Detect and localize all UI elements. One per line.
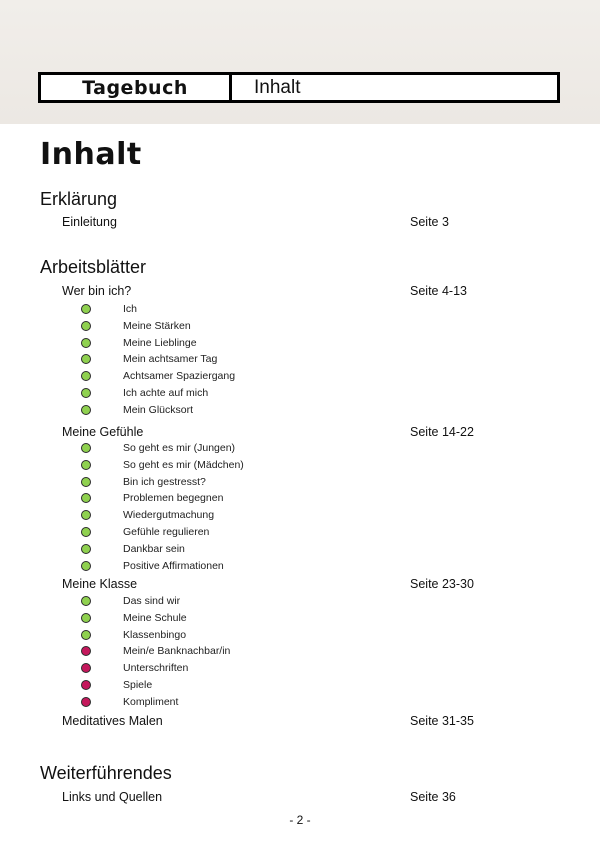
header-label-right: Inhalt bbox=[254, 76, 301, 98]
toc-subitem[interactable]: Kompliment bbox=[123, 695, 179, 708]
toc-subitem[interactable]: Achtsamer Spaziergang bbox=[123, 370, 236, 383]
status-dot-icon bbox=[81, 388, 91, 398]
toc-subitem[interactable]: Gefühle regulieren bbox=[123, 526, 210, 538]
status-dot-icon bbox=[81, 321, 91, 331]
toc-subitem[interactable]: So geht es mir (Mädchen) bbox=[123, 458, 244, 471]
toc-subitem[interactable]: Ich bbox=[123, 303, 138, 315]
toc-entry-page: Seite 36 bbox=[410, 790, 456, 804]
status-dot-icon bbox=[81, 527, 91, 537]
toc-entry-page: Seite 31-35 bbox=[410, 714, 474, 728]
status-dot-icon bbox=[81, 405, 91, 415]
status-dot-icon bbox=[81, 493, 91, 503]
toc-entry-page: Seite 3 bbox=[410, 215, 449, 229]
status-dot-icon bbox=[81, 443, 91, 453]
toc-entry-label[interactable]: Meditatives Malen bbox=[62, 714, 163, 728]
toc-subitem[interactable]: Meine Schule bbox=[123, 611, 187, 624]
toc-subitem[interactable]: Mein Glücksort bbox=[123, 403, 194, 416]
toc-subitem[interactable]: Spiele bbox=[123, 679, 153, 691]
status-dot-icon bbox=[81, 460, 91, 470]
toc-entry-page: Seite 23-30 bbox=[410, 577, 474, 591]
status-dot-icon bbox=[81, 613, 91, 623]
toc-subitem[interactable]: Positive Affirmationen bbox=[123, 559, 224, 572]
status-dot-icon bbox=[81, 371, 91, 381]
toc-subitem[interactable]: Ich achte auf mich bbox=[123, 387, 209, 399]
status-dot-icon bbox=[81, 510, 91, 520]
status-dot-icon bbox=[81, 697, 91, 707]
toc-subitem[interactable]: Das sind wir bbox=[123, 595, 181, 607]
status-dot-icon bbox=[81, 354, 91, 364]
header-label-left: Tagebuch bbox=[41, 75, 232, 100]
status-dot-icon bbox=[81, 304, 91, 314]
section-heading: Weiterführendes bbox=[40, 763, 172, 783]
toc-subitem[interactable]: Mein achtsamer Tag bbox=[123, 353, 218, 366]
toc-entry-label[interactable]: Links und Quellen bbox=[62, 790, 163, 804]
page-header bbox=[38, 72, 560, 103]
status-dot-icon bbox=[81, 338, 91, 348]
toc-entry-label[interactable]: Wer bin ich? bbox=[62, 284, 132, 298]
toc-entry-page: Seite 14-22 bbox=[410, 425, 474, 439]
toc-entry-label[interactable]: Meine Klasse bbox=[62, 577, 138, 591]
page-number: - 2 - bbox=[289, 813, 311, 827]
toc-entry-label[interactable]: Einleitung bbox=[62, 215, 117, 229]
page-title: Inhalt bbox=[40, 137, 142, 172]
toc-subitem[interactable]: Meine Lieblinge bbox=[123, 336, 197, 349]
status-dot-icon bbox=[81, 646, 91, 656]
toc-entry-label[interactable]: Meine Gefühle bbox=[62, 425, 144, 439]
status-dot-icon bbox=[81, 596, 91, 606]
toc-subitem[interactable]: Wiedergutmachung bbox=[123, 509, 215, 522]
status-dot-icon bbox=[81, 544, 91, 554]
status-dot-icon bbox=[81, 680, 91, 690]
toc-subitem[interactable]: Bin ich gestresst? bbox=[123, 475, 206, 488]
status-dot-icon bbox=[81, 561, 91, 571]
header-background bbox=[0, 0, 600, 124]
toc-subitem[interactable]: So geht es mir (Jungen) bbox=[123, 442, 236, 454]
toc-subitem[interactable]: Unterschriften bbox=[123, 662, 189, 675]
status-dot-icon bbox=[81, 477, 91, 487]
section-heading: Arbeitsblätter bbox=[40, 257, 147, 277]
toc-entry-page: Seite 4-13 bbox=[410, 284, 467, 298]
toc-subitem[interactable]: Mein/e Banknachbar/in bbox=[123, 645, 231, 658]
status-dot-icon bbox=[81, 630, 91, 640]
toc-subitem[interactable]: Problemen begegnen bbox=[123, 492, 224, 505]
toc-subitem[interactable]: Meine Stärken bbox=[123, 319, 191, 332]
toc-subitem[interactable]: Klassenbingo bbox=[123, 628, 187, 641]
toc-subitem[interactable]: Dankbar sein bbox=[123, 542, 185, 555]
status-dot-icon bbox=[81, 663, 91, 673]
section-heading: Erklärung bbox=[40, 189, 118, 209]
